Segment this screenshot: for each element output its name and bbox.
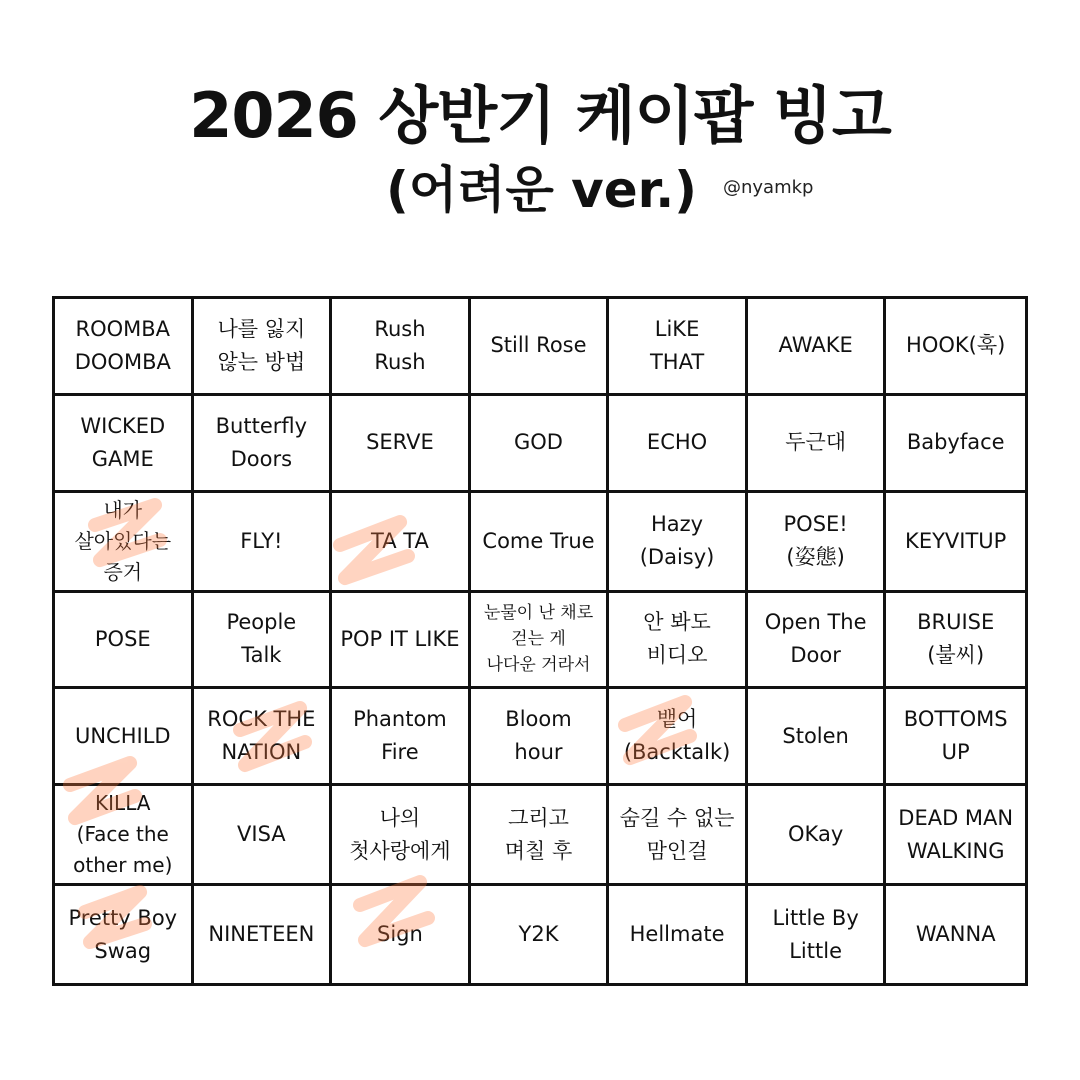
bingo-cell[interactable]: Still Rose xyxy=(471,299,610,396)
bingo-cell[interactable]: Come True xyxy=(471,493,610,593)
bingo-cell[interactable]: 숨길 수 없는 맘인걸 xyxy=(609,786,748,886)
bingo-cell[interactable]: DEAD MAN WALKING xyxy=(886,786,1025,886)
bingo-cell[interactable]: GOD xyxy=(471,396,610,493)
bingo-cell[interactable]: Open The Door xyxy=(748,593,887,690)
bingo-cell[interactable]: UNCHILD xyxy=(55,689,194,786)
bingo-cell[interactable]: KEYVITUP xyxy=(886,493,1025,593)
bingo-cell[interactable]: ECHO xyxy=(609,396,748,493)
bingo-cell[interactable]: Stolen xyxy=(748,689,887,786)
bingo-cell[interactable]: ROCK THE NATION xyxy=(194,689,333,786)
bingo-cell[interactable]: Babyface xyxy=(886,396,1025,493)
bingo-cell[interactable]: ROOMBA DOOMBA xyxy=(55,299,194,396)
page-title: 2026 상반기 케이팝 빙고 xyxy=(189,79,891,152)
bingo-cell[interactable]: SERVE xyxy=(332,396,471,493)
bingo-cell[interactable]: BOTTOMS UP xyxy=(886,689,1025,786)
bingo-board xyxy=(52,296,1028,986)
bingo-cell[interactable]: TA TA xyxy=(332,493,471,593)
author-handle: @nyamkp xyxy=(723,177,814,198)
bingo-cell[interactable]: Hellmate xyxy=(609,886,748,983)
page-subtitle: (어려운 ver.) xyxy=(386,161,698,219)
bingo-cell[interactable]: Sign xyxy=(332,886,471,983)
bingo-cell[interactable]: People Talk xyxy=(194,593,333,690)
bingo-cell[interactable]: WICKED GAME xyxy=(55,396,194,493)
bingo-cell[interactable]: 나의 첫사랑에게 xyxy=(332,786,471,886)
bingo-cell[interactable]: LiKE THAT xyxy=(609,299,748,396)
bingo-cell[interactable]: VISA xyxy=(194,786,333,886)
bingo-cell[interactable]: Y2K xyxy=(471,886,610,983)
bingo-cell[interactable]: Hazy (Daisy) xyxy=(609,493,748,593)
bingo-cell[interactable]: WANNA xyxy=(915,922,996,947)
bingo-cell[interactable]: 내가 살아있다는 증거 xyxy=(55,493,194,593)
bingo-cell[interactable]: Butterfly Doors xyxy=(194,396,333,493)
bingo-cell[interactable]: 뱉어 (Backtalk) xyxy=(609,689,748,786)
bingo-cell[interactable]: HOOK(훅) xyxy=(886,299,1025,396)
bingo-cell[interactable]: 눈물이 난 채로 걷는 게 나다운 거라서 xyxy=(471,593,610,690)
bingo-cell[interactable]: Rush Rush xyxy=(332,299,471,396)
bingo-cell[interactable]: AWAKE xyxy=(748,299,887,396)
bingo-cell[interactable]: POP IT LIKE xyxy=(332,593,471,690)
bingo-cell[interactable]: Little By Little xyxy=(748,886,887,983)
bingo-cell[interactable]: 두근대 xyxy=(748,396,887,493)
bingo-cell[interactable]: POSE xyxy=(55,593,194,690)
bingo-cell[interactable]: 나를 잃지 않는 방법 xyxy=(194,299,333,396)
bingo-cell[interactable]: NINETEEN xyxy=(194,886,333,983)
bingo-cell[interactable]: BRUISE (불씨) xyxy=(886,593,1025,690)
bingo-cell[interactable]: KILLA (Face the other me) xyxy=(55,786,194,886)
bingo-cell[interactable]: Bloom hour xyxy=(471,689,610,786)
bingo-cell[interactable]: 안 봐도 비디오 xyxy=(609,593,748,690)
bingo-cell[interactable]: FLY! xyxy=(194,493,333,593)
bingo-cell[interactable]: Pretty Boy Swag xyxy=(55,886,194,983)
bingo-cell[interactable]: OKay xyxy=(748,786,887,886)
bingo-cell[interactable]: 그리고 며칠 후 xyxy=(471,786,610,886)
bingo-cell[interactable]: POSE! (姿態) xyxy=(748,493,887,593)
bingo-cell[interactable]: Phantom Fire xyxy=(332,689,471,786)
